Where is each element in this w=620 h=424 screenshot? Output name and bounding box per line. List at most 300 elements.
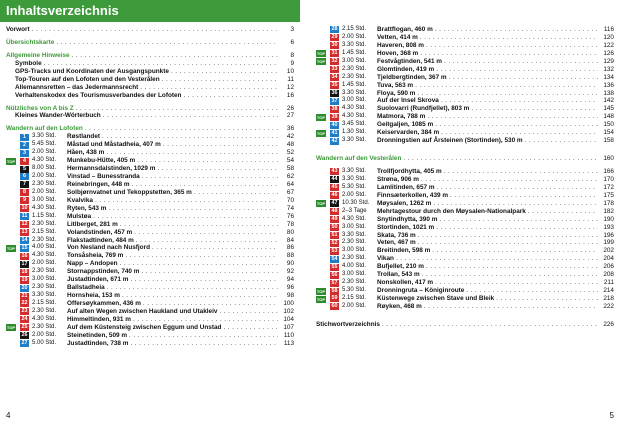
tour-page: 78 (286, 220, 294, 228)
tour-row[interactable] (6, 324, 294, 332)
tour-name: Vinstad – Bunesstranda (67, 173, 140, 180)
tour-row[interactable] (316, 232, 614, 240)
tour-row[interactable] (6, 173, 294, 181)
tour-line (316, 113, 614, 121)
toc-entry[interactable] (316, 155, 614, 163)
tour-row[interactable] (316, 192, 614, 200)
tour-row[interactable] (6, 205, 294, 213)
tour-line (316, 168, 614, 176)
tour-number: 53 (331, 247, 338, 254)
tour-row[interactable] (6, 149, 294, 157)
tour-name: Von Nesland nach Nusfjord (67, 244, 150, 252)
tour-number: 17 (21, 260, 28, 267)
toc-entry-line (6, 26, 294, 34)
tour-row[interactable] (6, 252, 294, 260)
top-badge: TOP (6, 158, 16, 164)
toc-entry[interactable] (316, 321, 614, 329)
top-badge-slot (6, 165, 20, 173)
tour-name: Tjeldbergtinden, 367 m (377, 73, 447, 81)
tour-line (6, 237, 294, 245)
tour-page: 199 (603, 239, 614, 247)
leader-dots (162, 76, 278, 84)
tour-duration: 2.30 Std. (32, 268, 57, 275)
tour-line (6, 252, 294, 260)
tour-name: Suolovarri (Rundfjellet), 803 m (377, 105, 470, 113)
leader-dots (422, 271, 598, 279)
tour-number: 9 (20, 197, 29, 204)
tour-name: Flakstadtinden, 484 m (67, 236, 134, 244)
tour-page: 138 (603, 89, 614, 97)
leader-dots (219, 308, 278, 316)
tour-page: 196 (603, 231, 614, 239)
tour-line (316, 271, 614, 279)
top-badge-slot (6, 141, 20, 149)
tour-duration: 3.30 Std. (342, 137, 367, 144)
tour-name: Måstad und Måstadheia, 407 m (67, 141, 161, 149)
tour-row[interactable] (316, 271, 614, 279)
tour-duration: 5.00 Std. (32, 339, 57, 346)
leader-dots (141, 268, 278, 276)
leader-dots (435, 26, 598, 34)
tour-duration: 2.00 Std. (342, 191, 367, 198)
tour-line (6, 276, 294, 284)
tour-name: Litlberget, 281 m (67, 220, 118, 228)
leader-dots (137, 157, 278, 165)
tour-page: 90 (286, 260, 294, 268)
tour-row[interactable] (6, 284, 294, 292)
tour-line (316, 74, 614, 82)
tour-row[interactable] (316, 50, 614, 58)
tour-duration: 8.00 Std. (32, 165, 57, 172)
tour-name: Hoven, 368 m (377, 49, 419, 57)
tour-row[interactable] (316, 137, 614, 145)
tour-duration: 4.30 Std. (342, 113, 367, 120)
tour-line (316, 279, 614, 287)
tour-row[interactable] (316, 255, 614, 263)
tour-row[interactable] (6, 157, 294, 165)
tour-number: 30 (331, 42, 338, 49)
tour-row[interactable] (6, 141, 294, 149)
tour-row[interactable] (6, 229, 294, 237)
leader-dots (76, 105, 278, 113)
tour-duration: 5.45 Std. (32, 141, 57, 148)
tour-line (6, 173, 294, 181)
toc-entry[interactable] (6, 105, 294, 113)
tour-line (316, 97, 614, 105)
tour-number: 48 (331, 208, 338, 215)
tour-name: Floya, 590 m (377, 89, 416, 97)
toc-entry-label: Symbole (15, 59, 42, 67)
tour-duration: 2.00 Std. (32, 173, 57, 179)
top-badge-slot (6, 284, 20, 292)
leader-dots (130, 276, 278, 284)
toc-entry-page: 12 (286, 83, 294, 91)
tour-row[interactable] (6, 292, 294, 300)
toc-entry[interactable] (6, 112, 294, 120)
leader-dots (420, 50, 598, 58)
tour-duration: 3.00 Std. (342, 97, 367, 104)
tour-duration: 3.30 Std. (342, 89, 367, 96)
tour-row[interactable] (6, 340, 294, 348)
top-badge-slot (316, 58, 330, 66)
tour-name: Vikan (377, 255, 394, 263)
tour-duration: 2–3 Tage (342, 207, 367, 214)
leader-dots (56, 39, 278, 47)
tour-row[interactable] (316, 200, 614, 208)
tour-duration: 2.30 Std. (342, 279, 367, 286)
top-badge-slot (316, 66, 330, 74)
tour-number: 39 (331, 113, 338, 120)
tour-page: 48 (286, 141, 294, 149)
tour-number: 42 (331, 137, 338, 144)
tour-duration: 3.00 Std. (342, 247, 367, 254)
tour-number: 52 (331, 239, 338, 246)
toc-entry-label: Wandern auf den Vesterålen (316, 155, 402, 163)
tour-row[interactable] (6, 332, 294, 340)
tour-line (6, 292, 294, 300)
tour-duration: 4.30 Std. (342, 105, 367, 112)
tour-line (316, 90, 614, 98)
tour-row[interactable] (316, 113, 614, 121)
tour-line (6, 308, 294, 316)
tour-line (316, 184, 614, 192)
tour-page: 182 (603, 207, 614, 215)
tour-page: 193 (603, 223, 614, 231)
tour-page: 214 (603, 287, 614, 295)
top-badge-slot (6, 252, 20, 260)
leader-dots (435, 279, 598, 287)
tour-duration: 2.30 Std. (32, 180, 57, 187)
leader-dots (32, 26, 278, 34)
tour-row[interactable] (316, 129, 614, 137)
top-badge-slot (316, 82, 330, 90)
tour-duration: 4.30 Std. (342, 215, 367, 222)
tour-page: 102 (283, 307, 294, 315)
top-badge-slot (316, 279, 330, 287)
tour-page: 178 (603, 199, 614, 207)
toc-entry-label: Nützliches von A bis Z (6, 104, 74, 112)
tour-name: Strøna, 906 m (377, 175, 419, 183)
leader-dots (120, 260, 278, 268)
toc-entry-line (6, 39, 294, 47)
tour-row[interactable] (316, 26, 614, 34)
tour-row[interactable] (316, 66, 614, 74)
top-badge-slot (6, 197, 20, 205)
toc-entry[interactable] (6, 76, 294, 84)
tour-name: Lamlitinden, 657 m (377, 183, 435, 191)
tour-row[interactable] (316, 287, 614, 295)
leader-dots (418, 239, 598, 247)
tour-page: 204 (603, 255, 614, 263)
tour-row[interactable] (6, 316, 294, 324)
tour-number: 18 (21, 268, 28, 275)
leader-dots (72, 52, 278, 60)
tour-number: 25 (21, 324, 28, 331)
toc-entry[interactable] (6, 125, 294, 133)
leader-dots (528, 208, 598, 216)
tour-row[interactable] (6, 276, 294, 284)
tour-number: 45 (331, 184, 338, 191)
tour-line (316, 216, 614, 224)
tour-row[interactable] (316, 184, 614, 192)
tour-row[interactable] (316, 239, 614, 247)
tour-row[interactable] (316, 295, 614, 303)
tour-number: 8 (20, 189, 29, 196)
tour-line (316, 263, 614, 271)
tour-row[interactable] (6, 213, 294, 221)
tour-row[interactable] (6, 197, 294, 205)
tour-name: Vetten, 414 m (377, 33, 418, 41)
toc-entry-label: Kleines Wander-Wörterbuch (15, 112, 101, 120)
tour-duration: 1.45 Std. (342, 81, 367, 88)
tour-name: Auf alten Wegen zwischen Haukland und Utakleiv (67, 307, 218, 315)
leader-dots (426, 42, 598, 50)
top-badge-slot (316, 255, 330, 263)
tour-duration: 10.30 Std. (342, 199, 370, 206)
tour-name: Stornappstinden, 740 m (67, 268, 140, 276)
tour-number: 14 (21, 236, 28, 243)
tour-number: 6 (20, 173, 29, 180)
tour-name: Mulstøa (67, 212, 92, 220)
toc-entry[interactable] (6, 26, 294, 34)
tour-duration: 2.00 Std. (32, 149, 57, 156)
leader-dots (140, 84, 278, 92)
tour-line (6, 213, 294, 221)
tour-number: 28 (331, 26, 338, 33)
tour-duration: 2.15 Std. (342, 295, 367, 301)
tour-number: 15 (21, 244, 28, 251)
leader-dots (436, 224, 598, 232)
leader-dots (382, 321, 598, 329)
toc-entry[interactable] (6, 39, 294, 47)
toc-entry[interactable] (6, 60, 294, 68)
tour-row[interactable] (316, 82, 614, 90)
top-badge-slot (316, 232, 330, 240)
tour-duration: 3.30 Std. (342, 41, 367, 48)
tour-page: 113 (283, 339, 294, 347)
tour-row[interactable] (6, 221, 294, 229)
top-badge-slot (316, 129, 330, 137)
tour-name: Trollfjordhytta, 405 m (377, 168, 442, 175)
tour-number: 23 (21, 308, 28, 315)
tour-page: 94 (286, 276, 294, 284)
top-badge: TOP (316, 288, 326, 294)
leader-dots (436, 66, 598, 74)
top-badge: TOP (316, 59, 326, 65)
tour-number: 24 (21, 316, 28, 323)
tour-line (6, 181, 294, 189)
tour-row[interactable] (316, 58, 614, 66)
tour-name: Haveren, 808 m (377, 41, 424, 49)
tour-number: 1 (20, 134, 29, 141)
tour-name: Breitinden, 598 m (377, 247, 431, 255)
tour-row[interactable] (6, 260, 294, 268)
tour-duration: 2.30 Std. (32, 220, 57, 227)
toc-entry-page: 6 (290, 38, 294, 46)
tour-duration: 3.00 Std. (32, 196, 57, 203)
top-badge-slot (6, 260, 20, 268)
toc-entry[interactable] (6, 52, 294, 60)
tour-number: 32 (331, 58, 338, 65)
toc-entry[interactable] (6, 84, 294, 92)
top-badge-slot (316, 287, 330, 295)
tour-row[interactable] (6, 181, 294, 189)
leader-dots (157, 165, 278, 173)
tour-row[interactable] (316, 176, 614, 184)
tour-number: 2 (20, 142, 29, 149)
tour-row[interactable] (316, 90, 614, 98)
tour-name: Justadtinden, 671 m (67, 276, 129, 284)
tour-number: 29 (331, 34, 338, 41)
tour-row[interactable] (6, 244, 294, 252)
tour-row[interactable] (316, 216, 614, 224)
toc-entry-page: 11 (287, 75, 294, 83)
tour-row[interactable] (316, 121, 614, 129)
tour-name: Trollan, 543 m (377, 271, 420, 279)
tour-name: Bufjellet, 210 m (377, 263, 424, 271)
tour-row[interactable] (6, 165, 294, 173)
tour-number: 58 (331, 287, 338, 294)
leader-dots (417, 90, 598, 98)
tour-row[interactable] (6, 268, 294, 276)
tour-duration: 3.00 Std. (342, 223, 367, 230)
tour-row[interactable] (316, 34, 614, 42)
leader-dots (444, 58, 598, 66)
top-badge-slot (316, 224, 330, 232)
tour-page: 88 (286, 252, 294, 260)
tour-duration: 2.15 Std. (32, 228, 57, 235)
tour-name: Røyken, 468 m (377, 302, 422, 310)
top-badge-slot (6, 332, 20, 340)
tour-duration: 3.00 Std. (342, 271, 367, 278)
top-badge-slot (6, 205, 20, 213)
tour-duration: 2.30 Std. (32, 323, 57, 330)
right-column (316, 26, 614, 329)
tour-number: 40 (331, 121, 338, 128)
tour-number: 12 (21, 221, 28, 228)
tour-line (6, 229, 294, 237)
toc-entry-label: Allgemeine Hinweise (6, 51, 70, 59)
toc-entry-label: Vorwort (6, 26, 30, 33)
tour-row[interactable] (316, 247, 614, 255)
tour-row[interactable] (6, 308, 294, 316)
tour-page: 42 (286, 133, 294, 141)
tour-name: Reinebringen, 448 m (67, 180, 130, 188)
tour-page: 170 (603, 175, 614, 183)
tour-number: 54 (331, 255, 338, 262)
tour-page: 67 (286, 188, 294, 196)
tour-row[interactable] (316, 279, 614, 287)
toc-entry[interactable] (6, 68, 294, 76)
tour-page: 132 (603, 65, 614, 73)
leader-dots (136, 237, 278, 245)
top-badge-slot (6, 268, 20, 276)
top-badge-slot (6, 181, 20, 189)
leader-dots (433, 200, 598, 208)
tour-row[interactable] (316, 168, 614, 176)
tour-row[interactable] (316, 97, 614, 105)
tour-duration: 3.30 Std. (32, 292, 57, 299)
leader-dots (437, 184, 598, 192)
top-badge-slot (316, 168, 330, 176)
tour-number: 33 (331, 66, 338, 73)
tour-row[interactable] (316, 303, 614, 311)
tour-page: 172 (603, 183, 614, 191)
tour-page: 58 (286, 165, 294, 173)
tour-page: 100 (283, 300, 294, 307)
tour-line (6, 189, 294, 197)
tour-duration: 4.30 Std. (32, 252, 57, 259)
tour-page: 134 (603, 73, 614, 81)
top-badge: TOP (316, 130, 326, 136)
top-badge-slot (316, 192, 330, 200)
tour-name: Auf der Insel Skrova (377, 97, 439, 105)
top-badge-slot (316, 121, 330, 129)
toc-entry[interactable] (6, 92, 294, 100)
tour-name: Glomtinden, 419 m (377, 65, 435, 73)
tour-row[interactable] (6, 300, 294, 308)
tour-row[interactable] (316, 105, 614, 113)
leader-dots (432, 247, 598, 255)
top-badge-slot (6, 340, 20, 348)
top-badge: TOP (6, 325, 16, 331)
tour-duration: 3.30 Std. (342, 231, 367, 238)
tour-row[interactable] (316, 74, 614, 82)
leader-dots (132, 181, 278, 189)
tour-row[interactable] (316, 42, 614, 50)
tour-number: 5 (20, 166, 29, 173)
tour-duration: 2.30 Std. (32, 307, 57, 314)
tour-name: Skata, 736 m (377, 231, 416, 239)
tour-line (316, 105, 614, 113)
tour-line (6, 221, 294, 229)
tour-duration: 2.30 Std. (342, 239, 367, 246)
leader-dots (120, 221, 278, 229)
toc-entry-line (6, 60, 294, 68)
tour-name: Geitgaljen, 1085 m (377, 121, 434, 129)
top-badge-slot (316, 216, 330, 224)
tour-line (316, 176, 614, 184)
tour-line (316, 192, 614, 200)
tour-number: 46 (331, 192, 338, 199)
tour-number: 7 (20, 181, 29, 188)
tour-row[interactable] (6, 189, 294, 197)
tour-number: 55 (331, 263, 338, 270)
tour-duration: 3.30 Std. (342, 168, 367, 174)
tour-name: Tonsåsheia, 769 m (67, 252, 124, 260)
tour-number: 47 (331, 200, 338, 207)
toc-entry-label: GPS-Tracks und Koordinaten der Ausgangspunkte (15, 67, 169, 75)
leader-dots (223, 324, 278, 332)
toc-entry-line (6, 76, 294, 84)
tour-row[interactable] (6, 237, 294, 245)
toc-entry-line (6, 112, 294, 120)
tour-row[interactable] (316, 208, 614, 216)
toc-entry-label: Wandern auf den Lofoten (6, 125, 83, 133)
leader-dots (496, 295, 598, 303)
tour-duration: 2.30 Std. (32, 284, 57, 291)
tour-row[interactable] (316, 224, 614, 232)
page-number-right: 5 (609, 411, 614, 420)
tour-line (316, 200, 614, 208)
tour-duration: 2.15 Std. (342, 26, 367, 32)
top-badge-slot (6, 308, 20, 316)
tour-page: 120 (603, 33, 614, 41)
tour-page: 218 (603, 295, 614, 302)
leader-dots (163, 141, 278, 149)
tour-row[interactable] (316, 263, 614, 271)
left-column (6, 26, 294, 348)
